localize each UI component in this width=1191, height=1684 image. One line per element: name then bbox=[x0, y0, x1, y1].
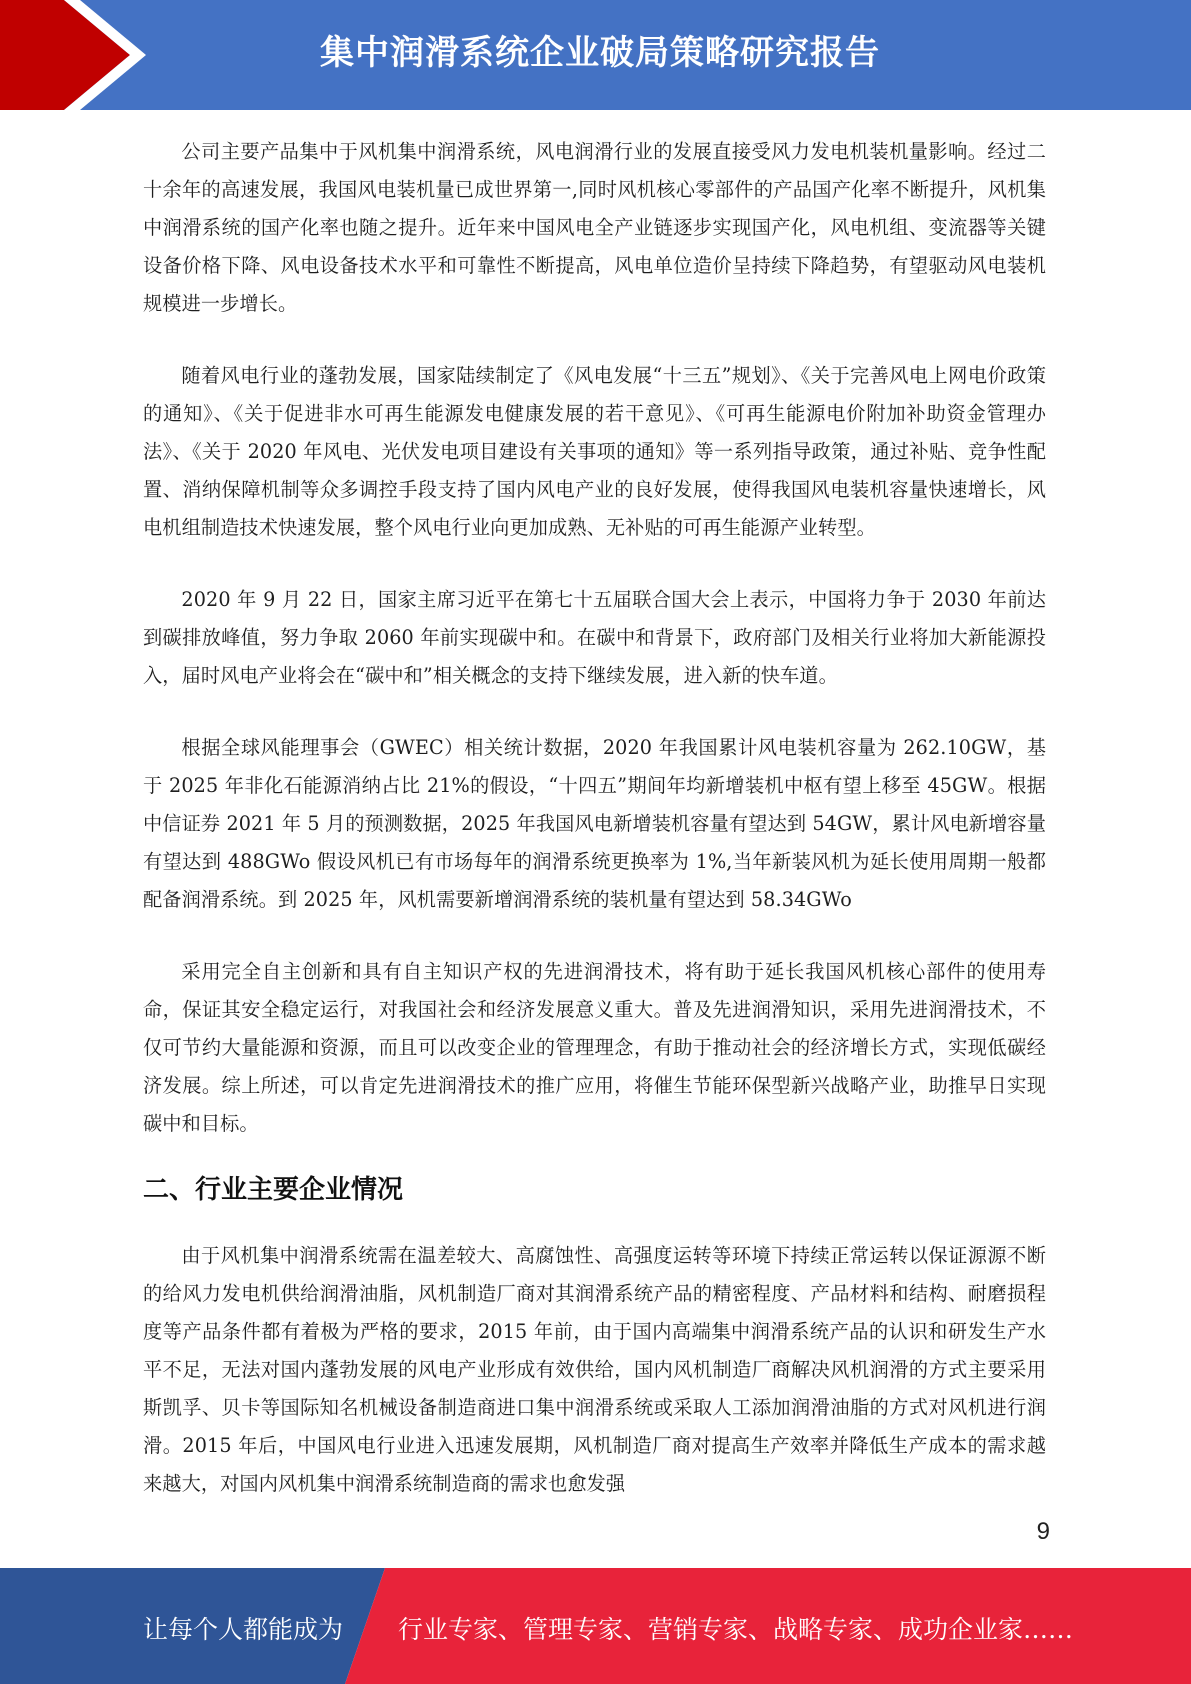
body-paragraph: 根据全球风能理事会（GWEC）相关统计数据，2020 年我国累计风电装机容量为 262.10GW，基于 2025 年非化石能源消纳占比 21%的假设，“十四五”期间年均新增装机中枢有望上移至 45GW。根据中信证券 2021 年 5 月的预测数据，2025 年我国风电新增装机容量有望达到 54GW，累计风电新增容量有望达到 488GWo 假设风机已有市场每年的润滑系统更换率为 1%,当年新装风机为延长使用周期一般都配备润滑系统。到 2025 年，风机需要新增润滑系统的装机量有望达到 58.34GWo bbox=[143, 736, 1046, 911]
page-header bbox=[0, 0, 1191, 110]
footer-slogan-left: 让每个人都能成为 bbox=[143, 1615, 344, 1644]
page-footer bbox=[0, 1568, 1191, 1684]
section-heading: 二、行业主要企业情况 bbox=[143, 1175, 404, 1205]
report-title: 集中润滑系统企业破局策略研究报告 bbox=[320, 33, 880, 73]
footer-slogan-right: 行业专家、管理专家、营销专家、战略专家、成功企业家…… bbox=[398, 1615, 1074, 1644]
header-arrow-decoration bbox=[0, 0, 160, 110]
body-paragraph: 2020 年 9 月 22 日，国家主席习近平在第七十五届联合国大会上表示，中国将力争于 2030 年前达到碳排放峰值，努力争取 2060 年前实现碳中和。在碳中和背景下，政府部门及相关行业将加大新能源投入，届时风电产业将会在“碳中和”相关概念的支持下继续发展，进入新的快车道。 bbox=[143, 588, 1046, 687]
body-paragraph: 由于风机集中润滑系统需在温差较大、高腐蚀性、高强度运转等环境下持续正常运转以保证源源不断的给风力发电机供给润滑油脂，风机制造厂商对其润滑系统产品的精密程度、产品材料和结构、耐磨损程度等产品条件都有着极为严格的要求，2015 年前，由于国内高端集中润滑系统产品的认识和研发生产水平不足，无法对国内蓬勃发展的风电产业形成有效供给，国内风机制造厂商解决风机润滑的方式主要采用斯凯孚、贝卡等国际知名机械设备制造商进口集中润滑系统或采取人工添加润滑油脂的方式对风机进行润滑。2015 年后，中国风电行业进入迅速发展期，风机制造厂商对提高生产效率并降低生产成本的需求越来越大，对国内风机集中润滑系统制造商的需求也愈发强 bbox=[143, 1244, 1046, 1495]
body-paragraph: 公司主要产品集中于风机集中润滑系统，风电润滑行业的发展直接受风力发电机装机量影响。经过二十余年的高速发展，我国风电装机量已成世界第一,同时风机核心零部件的产品国产化率不断提升，风机集中润滑系统的国产化率也随之提升。近年来中国风电全产业链逐步实现国产化，风电机组、变流器等关键设备价格下降、风电设备技术水平和可靠性不断提高，风电单位造价呈持续下降趋势，有望驱动风电装机规模进一步增长。 bbox=[143, 140, 1046, 315]
main-content bbox=[143, 133, 1046, 1537]
body-paragraph: 随着风电行业的蓬勃发展，国家陆续制定了《风电发展“十三五”规划》、《关于完善风电上网电价政策的通知》、《关于促进非水可再生能源发电健康发展的若干意见》、《可再生能源电价附加补助资金管理办法》、《关于 2020 年风电、光伏发电项目建设有关事项的通知》等一系列指导政策，通过补贴、竞争性配置、消纳保障机制等众多调控手段支持了国内风电产业的良好发展，使得我国风电装机容量快速增长，风电机组制造技术快速发展，整个风电行业向更加成熟、无补贴的可再生能源产业转型。 bbox=[143, 364, 1046, 539]
body-paragraph: 采用完全自主创新和具有自主知识产权的先进润滑技术，将有助于延长我国风机核心部件的使用寿命，保证其安全稳定运行，对我国社会和经济发展意义重大。普及先进润滑知识，采用先进润滑技术，不仅可节约大量能源和资源，而且可以改变企业的管理理念，有助于推动社会的经济增长方式，实现低碳经济发展。综上所述，可以肯定先进润滑技术的推广应用，将催生节能环保型新兴战略产业，助推早日实现碳中和目标。 bbox=[143, 960, 1046, 1135]
page-number: 9 bbox=[1036, 1518, 1050, 1545]
